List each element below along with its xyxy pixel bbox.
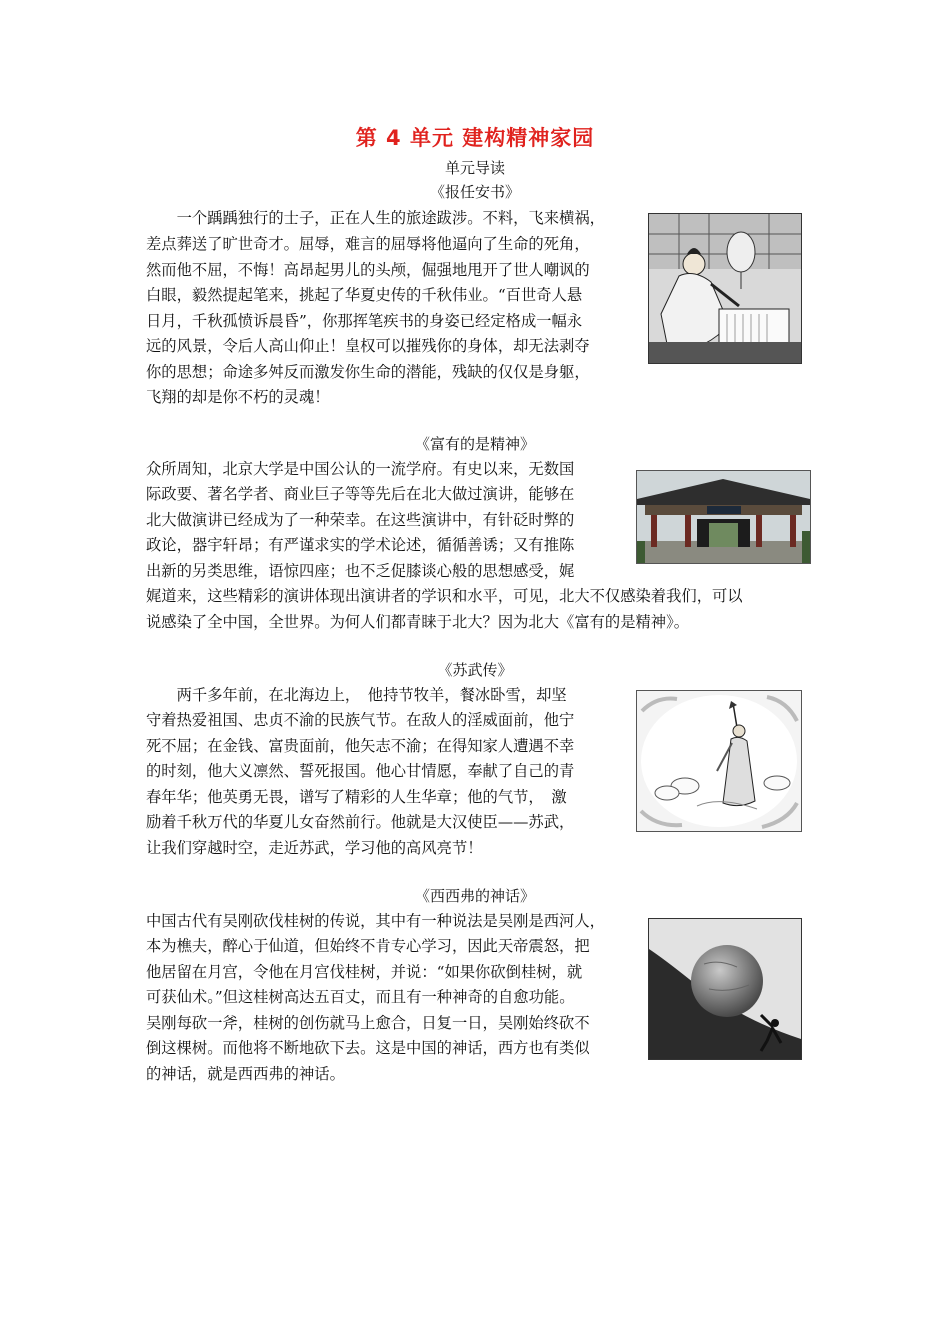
paragraph-line: 差点葬送了旷世奇才。屈辱，难言的屈辱将他逼向了生命的死角， [146,235,590,253]
paragraph-line: 北大做演讲已经成为了一种荣幸。在这些演讲中，有针砭时弊的 [146,511,575,529]
peking-university-gate-photo [636,470,811,564]
paragraph-line: 守着热爱祖国、忠贞不渝的民族气节。在敌人的淫威面前，他宁 [146,711,575,729]
sisyphus-boulder-photo [648,918,802,1060]
su-wu-herding-sheep-illustration [636,690,802,832]
paragraph-line: 白眼，毅然提起笔来，挑起了华夏史传的千秋伟业。“百世奇人悬 [146,286,583,304]
paragraph-line: 吴刚每砍一斧，桂树的创伤就马上愈合，日复一日，吴刚始终砍不 [146,1014,590,1032]
section-title-fu-you-de-shi-jing-shen: 《富有的是精神》 [414,435,535,453]
paragraph-line: 让我们穿越时空，走近苏武，学习他的高风亮节！ [146,839,483,857]
paragraph-line: 众所周知，北京大学是中国公认的一流学府。有史以来，无数国 [146,460,575,478]
paragraph-line: 然而他不屈，不悔！高昂起男儿的头颅，倔强地甩开了世人嘲讽的 [146,261,590,279]
paragraph-line: 出新的另类思维，语惊四座；也不乏促膝谈心般的思想感受，娓 [146,562,575,580]
paragraph-line: 的神话，就是西西弗的神话。 [146,1065,345,1083]
paragraph-line: 际政要、著名学者、商业巨子等等先后在北大做过演讲，能够在 [146,485,575,503]
page-title: 第 4 单元 建构精神家园 [355,126,595,150]
paragraph-line: 一个踽踽独行的士子，正在人生的旅途跋涉。不料，飞来横祸， [146,209,605,227]
paragraph-line: 励着千秋万代的华夏儿女奋然前行。他就是大汉使臣——苏武， [146,813,575,831]
sima-qian-writing-illustration [648,213,802,364]
paragraph-line: 政论，器宇轩昂；有严谨求实的学术论述，循循善诱；又有推陈 [146,536,575,554]
paragraph-line: 日月，千秋孤愤诉晨昏”，你那挥笔疾书的身姿已经定格成一幅永 [146,312,583,330]
paragraph-line: 中国古代有吴刚砍伐桂树的传说，其中有一种说法是吴刚是西河人， [146,912,605,930]
paragraph-line: 倒这棵树。而他将不断地砍下去。这是中国的神话，西方也有类似 [146,1039,590,1057]
paragraph-line: 春年华；他英勇无畏，谱写了精彩的人生华章；他的气节， 激 [146,788,567,806]
paragraph-line: 飞翔的却是你不朽的灵魂！ [146,388,330,406]
paragraph-line: 的时刻，他大义凛然、誓死报国。他心甘情愿，奉献了自己的青 [146,762,575,780]
paragraph-line: 你的思想；命途多舛反而激发你生命的潜能，残缺的仅仅是身躯， [146,363,590,381]
paragraph-line: 本为樵夫，醉心于仙道，但始终不肯专心学习，因此天帝震怒，把 [146,937,590,955]
paragraph-line: 他居留在月宫，令他在月宫伐桂树，并说：“如果你砍倒桂树，就 [146,963,583,981]
paragraph-line: 两千多年前，在北海边上， 他持节牧羊，餐冰卧雪，却坚 [146,686,567,704]
section-title-su-wu-zhuan: 《苏武传》 [437,661,513,679]
paragraph-line: 可获仙术。”但这桂树高达五百丈，而且有一种神奇的自愈功能。 [146,988,575,1006]
section-title-bao-ren-an-shu: 《报任安书》 [429,183,520,201]
page-subtitle: 单元导读 [444,159,505,177]
paragraph-line: 娓道来，这些精彩的演讲体现出演讲者的学识和水平，可见，北大不仅感染着我们，可以 [146,587,743,605]
section-title-xi-xi-fu-de-shen-hua: 《西西弗的神话》 [414,887,535,905]
paragraph-line: 死不屈；在金钱、富贵面前，他矢志不渝；在得知家人遭遇不幸 [146,737,575,755]
paragraph-line: 远的风景，令后人高山仰止！皇权可以摧残你的身体，却无法剥夺 [146,337,590,355]
paragraph-line: 说感染了全中国，全世界。为何人们都青睐于北大？因为北大《富有的是精神》。 [146,613,690,631]
